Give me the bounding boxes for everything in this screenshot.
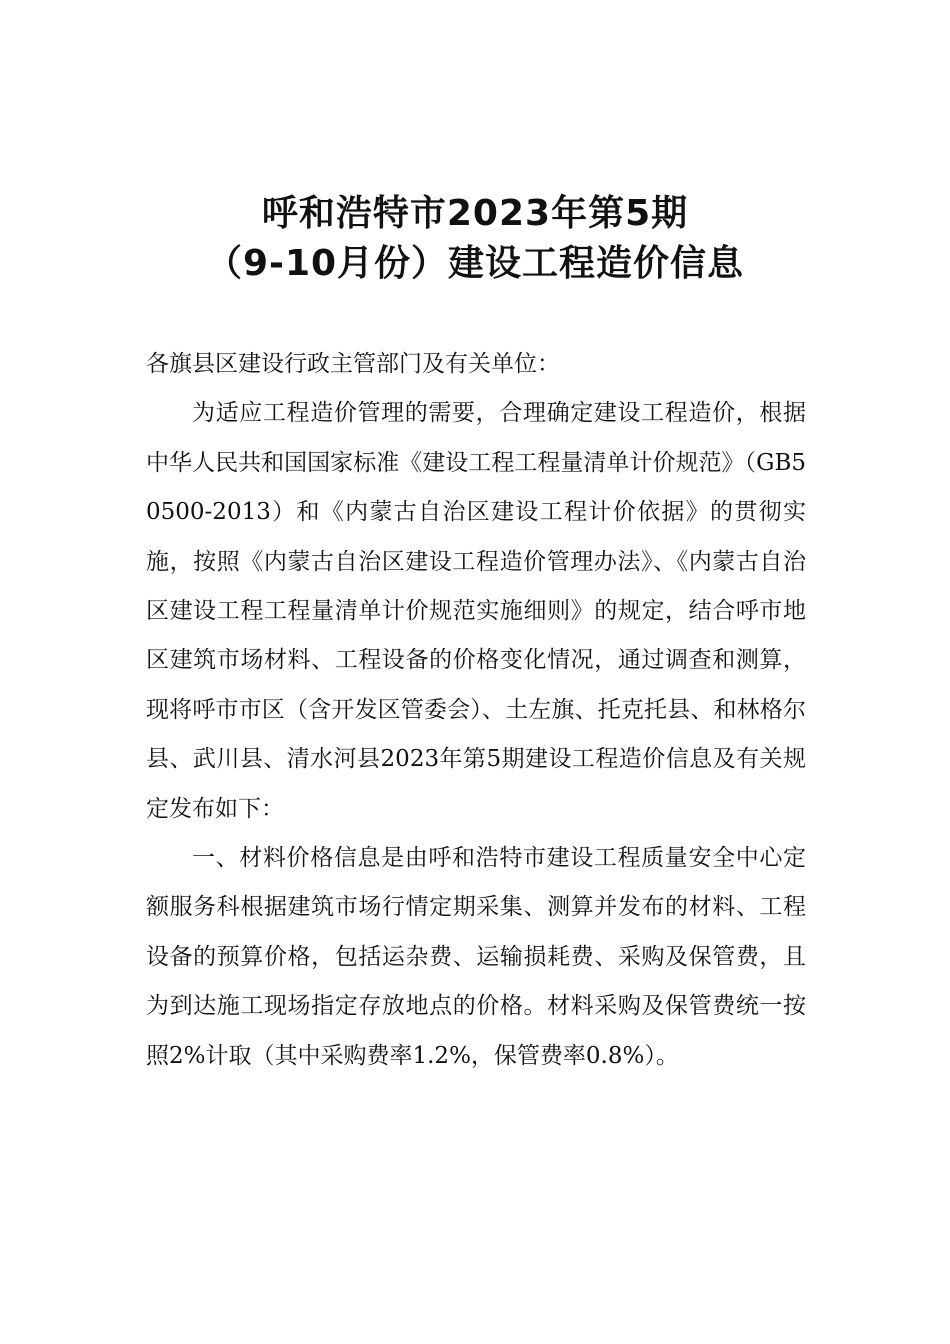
document-title-line2: （9-10月份）建设工程造价信息 — [205, 243, 745, 284]
salutation: 各旗县区建设行政主管部门及有关单位： — [146, 351, 560, 377]
paragraph-item-1: 一、材料价格信息是由呼和浩特市建设工程质量安全中心定额服务科根据建筑市场行情定期采集、测算并发布的材料、工程设备的预算价格，包括运杂费、运输损耗费、采购及保管费，且为到达施工现场指定存放地点的价格。材料采购及保管费统一按照2%计取（其中采购费率1.2%，保管费率0.8%）。 — [146, 845, 806, 1069]
paragraph-intro: 为适应工程造价管理的需要，合理确定建设工程造价，根据中华人民共和国国家标准《建设工程工程量清单计价规范》（GB50500-2013）和《内蒙古自治区建设工程计价依据》的贯彻实施，按照《内蒙古自治区建设工程造价管理办法》、《内蒙古自治区建设工程工程量清单计价规范实施细则》的规定，结合呼市地区建筑市场材料、工程设备的价格变化情况，通过调查和测算，现将呼市市区（含开发区管委会）、土左旗、托克托县、和林格尔县、武川县、清水河县2023年第5期建设工程造价信息及有关规定发布如下： — [146, 400, 806, 822]
document-body — [146, 340, 806, 1081]
document-title-line1: 呼和浩特市2023年第5期 — [261, 193, 689, 234]
